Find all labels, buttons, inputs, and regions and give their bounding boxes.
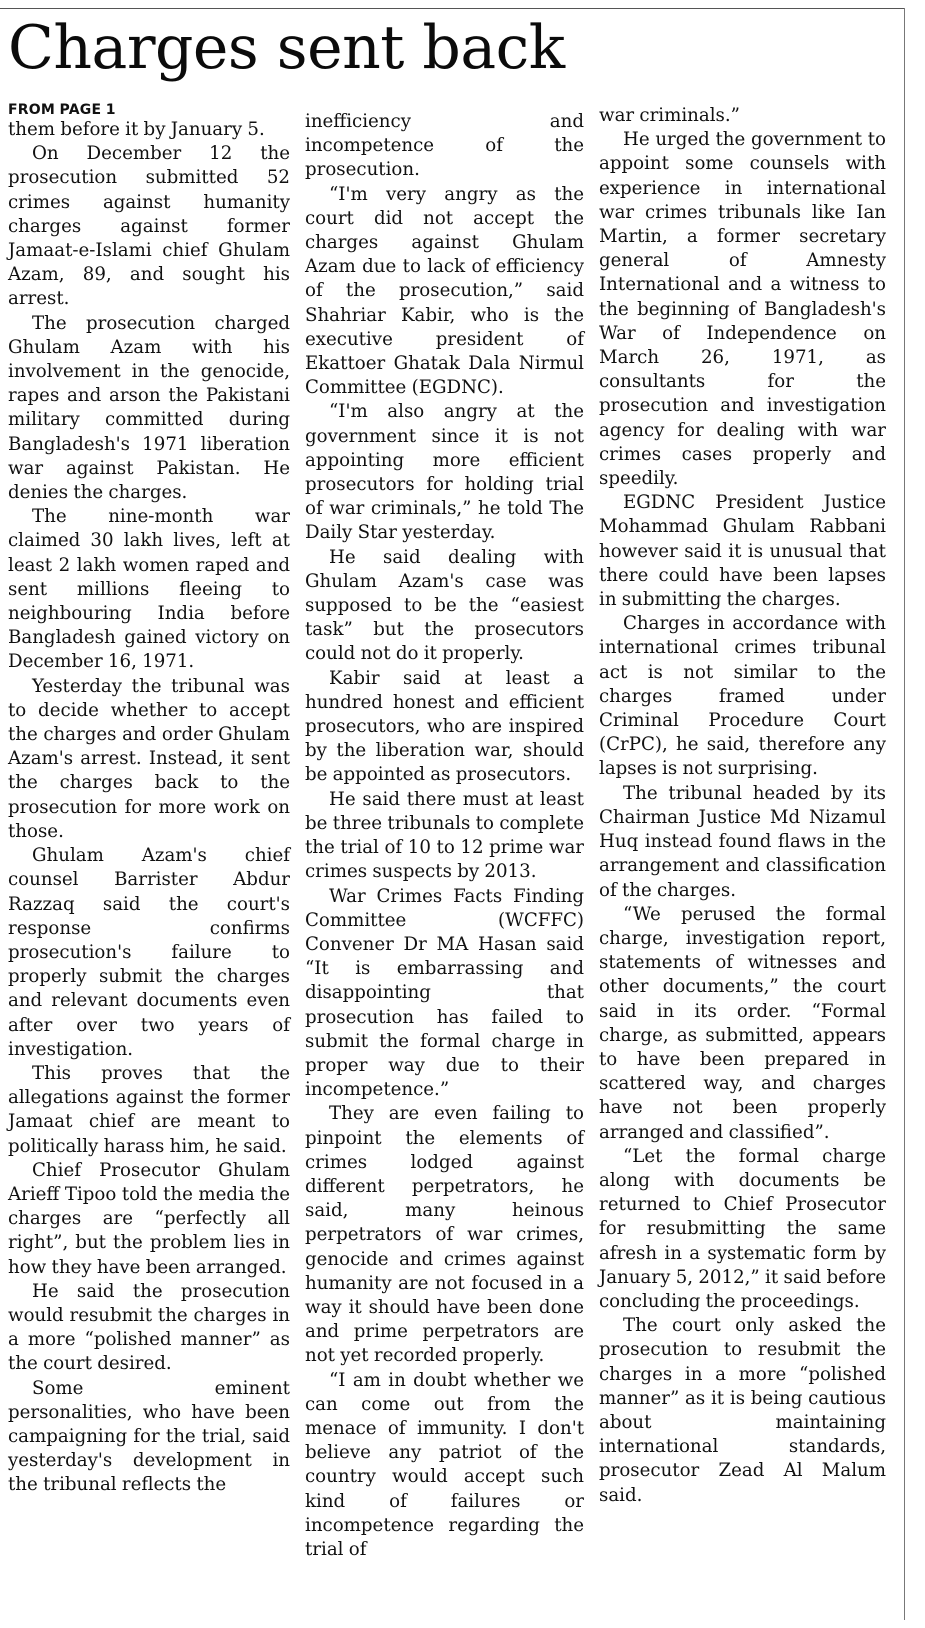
paragraph: Charges in accordance with international crimes tribunal act is not similar to the charges framed under Criminal Procedure Court (CrPC), he said, therefore any lapses is not surprising.: [599, 613, 886, 780]
paragraph: “Let the formal charge along with documents be returned to Chief Prosecutor for resubmitting the same afresh in a systematic form by January 5, 2012,” it said before concluding the proceedings.: [599, 1145, 886, 1312]
paragraph: inefficiency and incompetence of the prosecution.: [305, 111, 584, 181]
paragraph: War Crimes Facts Finding Committee (WCFFC) Convener Dr MA Hasan said “It is embarrassing and disappointing that prosecution has failed to submit the formal charge in proper way due to their incompetence.”: [305, 885, 584, 1101]
headline: Charges sent back: [8, 13, 565, 83]
paragraph: “I am in doubt whether we can come out from the menace of immunity. I don't believe any patriot of the country would accept such kind of failures or incompetence regarding the trial of: [305, 1369, 584, 1560]
paragraph: Ghulam Azam's chief counsel Barrister Abdur Razzaq said the court's response confirms prosecution's failure to properly submit the charges and relevant documents even after over two years of investigation.: [8, 845, 290, 1060]
slug-from-page-1: FROM PAGE 1: [8, 102, 116, 118]
paragraph: EGDNC President Justice Mohammad Ghulam Rabbani however said it is unusual that there could have been lapses in submitting the charges.: [599, 492, 886, 611]
paragraph: Some eminent personalities, who have been campaigning for the trial, said yesterday's development in the tribunal reflects the: [8, 1377, 290, 1496]
paragraph: This proves that the allegations against the former Jamaat chief are meant to politically harass him, he said.: [8, 1062, 290, 1157]
top-rule: [0, 8, 905, 9]
paragraph: They are even failing to pinpoint the elements of crimes lodged against different perpetrators, he said, many heinous perpetrators of war crimes, genocide and crimes against humanity are not focused in a way it should have been done and prime perpetrators are not yet recorded properly.: [305, 1103, 584, 1367]
column-border-right: [904, 8, 905, 1620]
paragraph: The tribunal headed by its Chairman Justice Md Nizamul Huq instead found flaws in the arrangement and classification of the charges.: [599, 782, 886, 901]
article-column-1: [8, 102, 290, 1498]
paragraph: Chief Prosecutor Ghulam Arieff Tipoo told the media the charges are “perfectly all right”, but the problem lies in how they have been arranged.: [8, 1159, 290, 1278]
paragraph: The prosecution charged Ghulam Azam with his involvement in the genocide, rapes and arson the Pakistani military committed during Bangladesh's 1971 liberation war against Pakistan. He denies the charges.: [8, 312, 290, 504]
paragraph: war criminals.”: [599, 105, 740, 126]
paragraph: On December 12 the prosecution submitted 52 crimes against humanity charges against former Jamaat-e-Islami chief Ghulam Azam, 89, and sought his arrest.: [8, 143, 290, 310]
paragraph: The court only asked the prosecution to resubmit the charges in a more “polished manner” as it is being cautious about maintaining international standards, prosecutor Zead Al Malum said.: [599, 1315, 886, 1506]
paragraph: “I'm very angry as the court did not accept the charges against Ghulam Azam due to lack of efficiency of the prosecution,” said Shahriar Kabir, who is the executive president of Ekattoer Ghatak Dala Nirmul Committee (EGDNC).: [305, 183, 584, 399]
paragraph: Yesterday the tribunal was to decide whether to accept the charges and order Ghulam Azam's arrest. Instead, it sent the charges back to the prosecution for more work on those.: [8, 675, 290, 842]
article-column-3: [599, 104, 886, 1508]
paragraph: He said the prosecution would resubmit the charges in a more “polished manner” as the court desired.: [8, 1280, 290, 1375]
paragraph: Kabir said at least a hundred honest and efficient prosecutors, who are inspired by the liberation war, should be appointed as prosecutors.: [305, 667, 584, 786]
paragraph: He urged the government to appoint some counsels with experience in international war crimes tribunals like Ian Martin, a former secretary general of Amnesty International and a witness to the beginning of Bangladesh's War of Independence on March 26, 1971, as consultants for the prosecution and investigation agency for dealing with war crimes cases properly and speedily.: [599, 129, 886, 490]
article-column-2: [305, 110, 584, 1562]
paragraph: He said dealing with Ghulam Azam's case was supposed to be the “easiest task” but the prosecutors could not do it properly.: [305, 546, 584, 665]
paragraph: He said there must at least be three tribunals to complete the trial of 10 to 12 prime war crimes suspects by 2013.: [305, 788, 584, 883]
paragraph: “I'm also angry at the government since it is not appointing more efficient prosecutors for holding trial of war criminals,” he told The Daily Star yesterday.: [305, 401, 584, 544]
paragraph: “We perused the formal charge, investigation report, statements of witnesses and other documents,” the court said in its order. “Formal charge, as submitted, appears to have been prepared in scattered way, and charges have not been properly arranged and classified”.: [599, 903, 886, 1143]
paragraph: them before it by January 5.: [8, 119, 265, 140]
paragraph: The nine-month war claimed 30 lakh lives, left at least 2 lakh women raped and sent millions fleeing to neighbouring India before Bangladesh gained victory on December 16, 1971.: [8, 506, 290, 673]
